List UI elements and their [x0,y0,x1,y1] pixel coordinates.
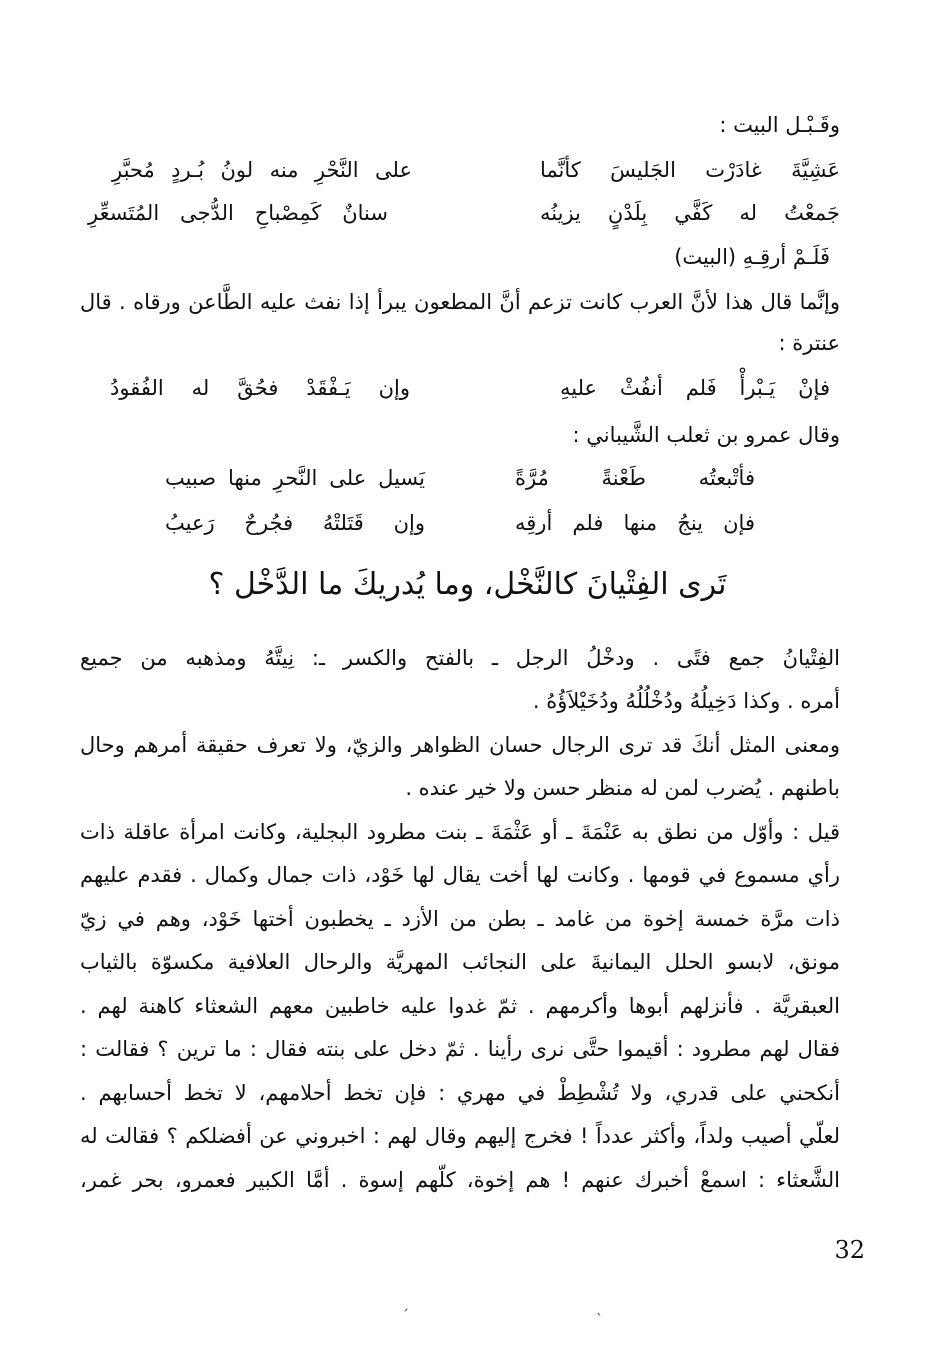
poem3-verse2-first-hemistich: فإن ينجُ منها فلم أرقِه [515,511,755,535]
body-line: رأي مسموع في قومها . وكانت لها أخت يقال لها خَوْد، ذات جمال وكمال . فقدم عليهم [80,863,840,887]
poem1-verse1-second-hemistich: على النَّحْرِ منه لونُ بُـردٍ مُحبَّرِ [112,158,412,182]
poem1-tail: فَلَـمْ أرقِـهِ (البيت) [674,245,830,269]
body-line: أنكحني على قدري، ولا تُشْطِطْ في مهري : فإن تخط أحلامهم، لا تخط أحسابهم . [80,1081,840,1105]
poem1-verse2-second-hemistich: سنانٌ كَمِصْباحِ الدُّجى المُتَسعِّرِ [88,201,388,225]
scan-speck: ˎ [596,1300,603,1316]
poem3-verse2-second-hemistich: وإن قَتَلتْهُ فجُرحٌ رَعيبُ [165,511,425,535]
body-line: باطنهم . يُضرب لمن له منظر حسن ولا خير عنده . [405,776,840,800]
paragraph-line: عنترة : [778,331,840,355]
body-line: الفِتْيانُ جمع فتًى . ودخْلُ الرجل ـ بالفتح والكسر ـ: نِيتَّهُ ومذهبه من جميع [80,646,840,670]
body-line: لعلّي أصيب ولداً، وأكثر عدداً ! فخرج إليهم وقال لهم : اخبروني عن أفضلكم ؟ فقالت له [80,1124,840,1148]
paragraph-line: وقال عمرو بن ثعلب الشَّيباني : [572,423,840,447]
body-line: مونق، لابسو الحلل اليمانيةَ على النجائب المهريَّة والرحال العلافية مكسوّة بالثياب [80,950,840,974]
paragraph-line: وإنَّما قال هذا لأنَّ العرب كانت تزعم أنَّ المطعون يبرأ إذا نفث عليه الطَّاعن ورقاه . قال [80,290,840,314]
body-line: أمره . وكذا دَخِيلُهُ ودُخْلُلُهُ ودُخَيْلاَؤُهُ . [532,689,840,713]
poem3-verse1-second-hemistich: يَسيل على النَّحرِ منها صبيب [165,466,425,490]
poem2-second-hemistich: وإن يَـفْقَدْ فحُقَّ له الفُقودُ [110,376,410,400]
body-line: فقال لهم مطرود : أقيموا حتَّى نرى رأينا . ثمّ دخل على بنته فقال : ما ترين ؟ فقالت : [80,1037,840,1061]
body-line: ذات مرَّة خمسة إخوة من غامد ـ بطن من الأزد ـ يخطبون أختها خَوْد، وهم في زيّ [80,907,840,931]
body-line: الشَّعثاء : اسمعْ أخبرك عنهم ! هم إخوة، كلّهم إسوة . أمَّا الكبير فعمرو، بحر غمر، [80,1168,840,1192]
poem3-verse1-first-hemistich: فأتْبعتُه طَعْنةً مُرَّةً [515,466,755,490]
proverb-heading: تَرى الفِتْيانَ كالنَّخْل، وما يُدريكَ ما الدَّخْل ؟ [208,567,727,602]
poem1-verse1-first-hemistich: عَشِيَّةَ غادَرْت الجَليسَ كأنَّما [540,158,840,182]
body-line: العبقريَّة . فأنزلهم أبوها وأكرمهم . ثمّ غدوا عليه خاطبين معهم الشعثاء كاهنة لهم . [80,994,840,1018]
body-line: قيل : وأوّل من نطق به عَنْمَةَ ـ أو عَثْمَةَ ـ بنت مطرود البجلية، وكانت امرأة عاقلة ذات [80,820,840,844]
page-number: 32 [834,1236,865,1264]
scan-speck: ˏ [402,1296,409,1312]
poem1-verse2-first-hemistich: جَمعْتُ له كَفَّي بِلَدْنٍ يزينُه [540,201,840,225]
poem2-first-hemistich: فإنْ يَـبْرأْ فَلم أنفُثْ عليهِ [560,376,830,400]
body-line: ومعنى المثل أنكَ قد ترى الرجال حسان الظواهر والزيّ، ولا تعرف حقيقة أمرهم وحال [80,733,840,757]
intro-line: وقَـبْـل البيت : [719,113,840,137]
